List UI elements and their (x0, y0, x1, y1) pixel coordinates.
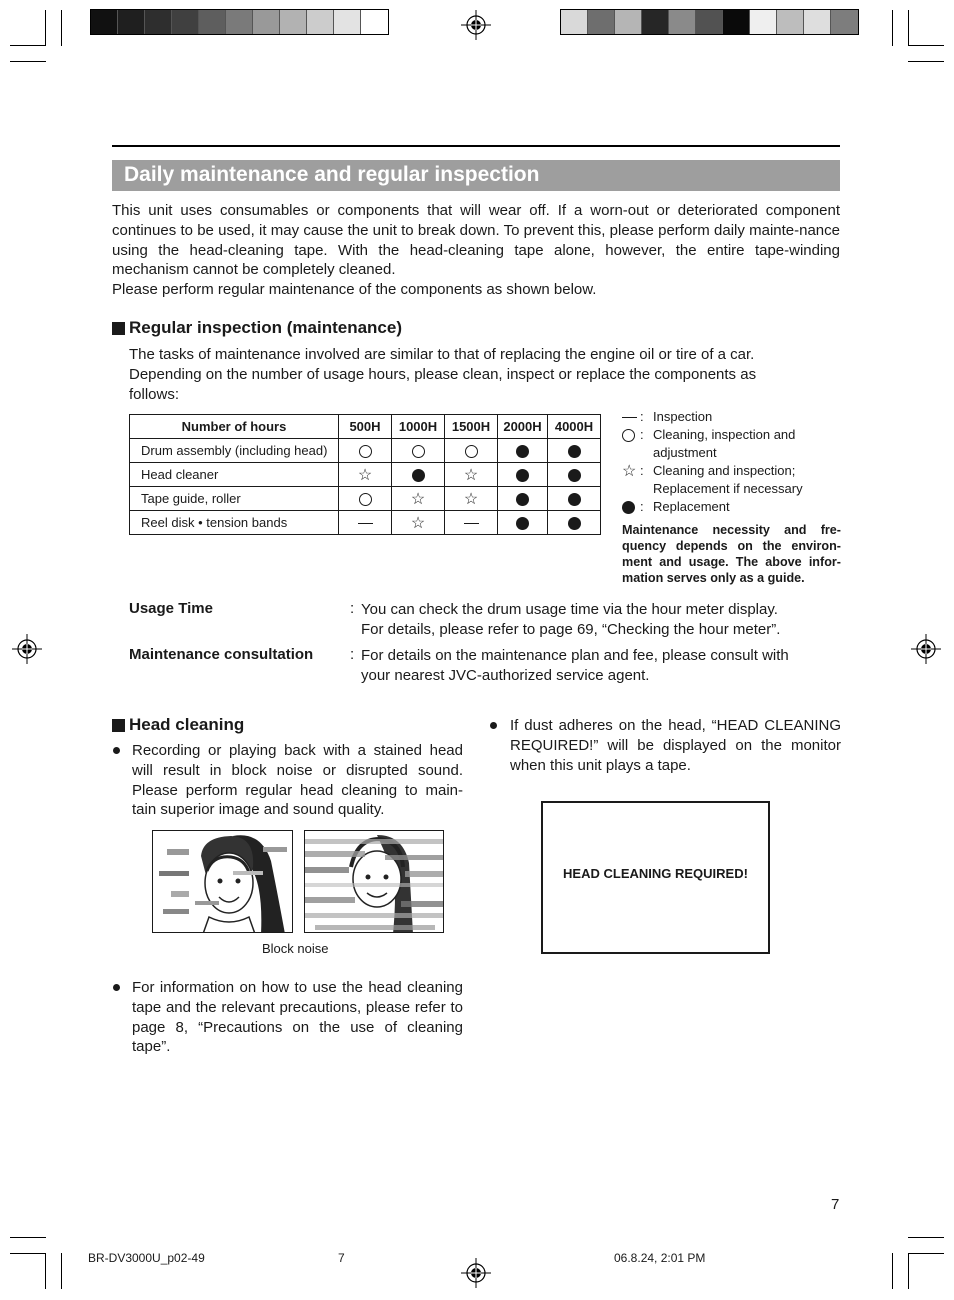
filled-circle-icon (516, 469, 529, 482)
color-swatch (777, 10, 804, 34)
footer-filename: BR-DV3000U_p02-49 (88, 1251, 205, 1265)
mark-cell (392, 511, 445, 535)
star-icon: ☆ (410, 515, 426, 533)
monitor-message: HEAD CLEANING REQUIRED! (563, 866, 748, 881)
consultation-label: Maintenance consultation (129, 646, 314, 663)
star-icon: ☆ (463, 467, 479, 485)
mark-cell (445, 439, 498, 463)
color-swatch (561, 10, 588, 34)
color-swatch (118, 10, 145, 34)
image-caption: Block noise (262, 941, 329, 956)
component-cell: Drum assembly (including head) (130, 439, 339, 463)
color-swatch (172, 10, 199, 34)
legend-row: : Cleaning, inspection and adjustment (622, 426, 833, 462)
mark-cell (445, 511, 498, 535)
head-cleaning-bullet-3: If dust adheres on the head, “HEAD CLEANING REQUIRED!” will be displayed on the monitor when this unit plays a tape. (510, 717, 841, 774)
color-swatch (750, 10, 777, 34)
star-icon: ☆ (622, 462, 637, 480)
color-swatch (334, 10, 361, 34)
symbol-legend (622, 408, 833, 516)
filled-circle-icon (568, 445, 581, 458)
bullet-icon (490, 722, 497, 729)
regular-inspection-title: Regular inspection (maintenance) (129, 318, 402, 337)
color-swatch (831, 10, 858, 34)
usage-time-label: Usage Time (129, 600, 213, 617)
color-bar-right (560, 9, 859, 35)
star-icon: ☆ (410, 491, 426, 509)
block-noise-image-right (304, 830, 444, 933)
maintenance-table (129, 414, 601, 535)
table-header-row (130, 415, 601, 439)
color-swatch (723, 10, 750, 34)
mark-cell (498, 511, 548, 535)
filled-circle-icon (412, 469, 425, 482)
block-noise-image-left (152, 830, 293, 933)
usage-time-text: You can check the drum usage time via the hour meter display. For details, please refer to page 69, “Checking the hour meter”. (361, 601, 781, 638)
star-icon: ☆ (357, 467, 373, 485)
legend-row: : Replacement (622, 498, 833, 516)
color-swatch (696, 10, 723, 34)
square-bullet-icon (112, 322, 125, 335)
consultation-text: For details on the maintenance plan and fee, please consult with your nearest JVC-authorized service agent. (361, 647, 789, 684)
registration-mark-left (12, 634, 42, 664)
dash-icon (358, 523, 373, 524)
star-icon: ☆ (463, 491, 479, 509)
head-cleaning-bullet-1: Recording or playing back with a stained head will result in block noise or disrupted sound. Please perform regular head cleaning to main-tain superior image and sound quality. (132, 742, 463, 819)
table-row (130, 439, 601, 463)
mark-cell (548, 487, 601, 511)
regular-inspection-text: The tasks of maintenance involved are similar to that of replacing the engine oil or tire of a car. Depending on the number of usage hours, please clean, inspect or replace the components as follows: (129, 346, 757, 403)
open-circle-icon (622, 429, 635, 442)
head-cleaning-title: Head cleaning (129, 715, 245, 734)
footer-page: 7 (338, 1251, 345, 1265)
page-title: Daily maintenance and regular inspection (124, 163, 540, 186)
mark-cell (392, 439, 445, 463)
color-swatch (588, 10, 615, 34)
mark-cell (548, 439, 601, 463)
legend-label: Inspection (653, 409, 713, 424)
color-swatch (145, 10, 172, 34)
header-hour: 1500H (445, 415, 498, 439)
color-swatch (669, 10, 696, 34)
component-cell: Tape guide, roller (130, 487, 339, 511)
mark-cell (445, 487, 498, 511)
title-rule (112, 145, 840, 147)
legend-row: ☆ : Cleaning and inspection; Replacement if necessary (622, 462, 833, 498)
header-hours-label: Number of hours (130, 415, 339, 439)
mark-cell (548, 463, 601, 487)
color-swatch (307, 10, 334, 34)
open-circle-icon (359, 445, 372, 458)
registration-mark-bottom (461, 1258, 491, 1288)
dash-icon (622, 417, 637, 418)
table-row (130, 463, 601, 487)
open-circle-icon (465, 445, 478, 458)
header-hour: 1000H (392, 415, 445, 439)
color-swatch (642, 10, 669, 34)
bullet-icon (113, 984, 120, 991)
legend-label: Cleaning and inspection; Replacement if necessary (653, 463, 803, 496)
mark-cell (339, 487, 392, 511)
mark-cell (339, 511, 392, 535)
color-swatch (804, 10, 831, 34)
monitor-display (541, 801, 770, 954)
mark-cell (498, 463, 548, 487)
component-cell: Reel disk • tension bands (130, 511, 339, 535)
bullet-icon (113, 747, 120, 754)
legend-label: Replacement (653, 499, 730, 514)
head-cleaning-bullet-2: For information on how to use the head cleaning tape and the relevant precautions, please refer to page 8, “Precautions on the use of cleaning tape”. (132, 979, 463, 1056)
colon: : (350, 600, 355, 617)
table-row (130, 511, 601, 535)
filled-circle-icon (516, 445, 529, 458)
footer-date: 06.8.24, 2:01 PM (614, 1251, 706, 1265)
component-cell: Head cleaner (130, 463, 339, 487)
mark-cell (339, 439, 392, 463)
filled-circle-icon (516, 493, 529, 506)
table-row (130, 487, 601, 511)
color-swatch (280, 10, 307, 34)
dash-icon (464, 523, 479, 524)
open-circle-icon (412, 445, 425, 458)
mark-cell (498, 487, 548, 511)
filled-circle-icon (568, 493, 581, 506)
mark-cell (392, 463, 445, 487)
header-hour: 500H (339, 415, 392, 439)
color-swatch (91, 10, 118, 34)
mark-cell (548, 511, 601, 535)
title-bar (112, 160, 840, 191)
filled-circle-icon (622, 501, 635, 514)
color-swatch (199, 10, 226, 34)
color-swatch (615, 10, 642, 34)
colon: : (350, 646, 355, 663)
filled-circle-icon (516, 517, 529, 530)
filled-circle-icon (568, 517, 581, 530)
mark-cell (445, 463, 498, 487)
color-swatch (361, 10, 388, 34)
mark-cell (392, 487, 445, 511)
mark-cell (498, 439, 548, 463)
regular-inspection-heading (112, 318, 402, 338)
legend-label: Cleaning, inspection and adjustment (653, 427, 796, 460)
intro-paragraph-2: Please perform regular maintenance of the components as shown below. (112, 281, 597, 298)
head-cleaning-heading (112, 715, 244, 735)
open-circle-icon (359, 493, 372, 506)
color-swatch (253, 10, 280, 34)
registration-mark-top (461, 10, 491, 40)
maintenance-note: Maintenance necessity and fre-quency depends on the environ-ment and usage. The above infor-mation serves only as a guide. (622, 523, 841, 585)
header-hour: 4000H (548, 415, 601, 439)
header-hour: 2000H (498, 415, 548, 439)
legend-row: : Inspection (622, 408, 833, 426)
square-bullet-icon (112, 719, 125, 732)
page-number: 7 (831, 1196, 840, 1213)
color-bar-left (90, 9, 389, 35)
filled-circle-icon (568, 469, 581, 482)
mark-cell (339, 463, 392, 487)
color-swatch (226, 10, 253, 34)
intro-paragraph: This unit uses consumables or components that will wear off. If a worn-out or deteriorated component continues to be used, it may cause the unit to break down. To prevent this, please perform daily mainte-nance using the head-cleaning tape. With the head-cleaning tape alone, however, the entire tape-winding mechanism cannot be completely cleaned. (112, 202, 840, 279)
registration-mark-right (911, 634, 941, 664)
